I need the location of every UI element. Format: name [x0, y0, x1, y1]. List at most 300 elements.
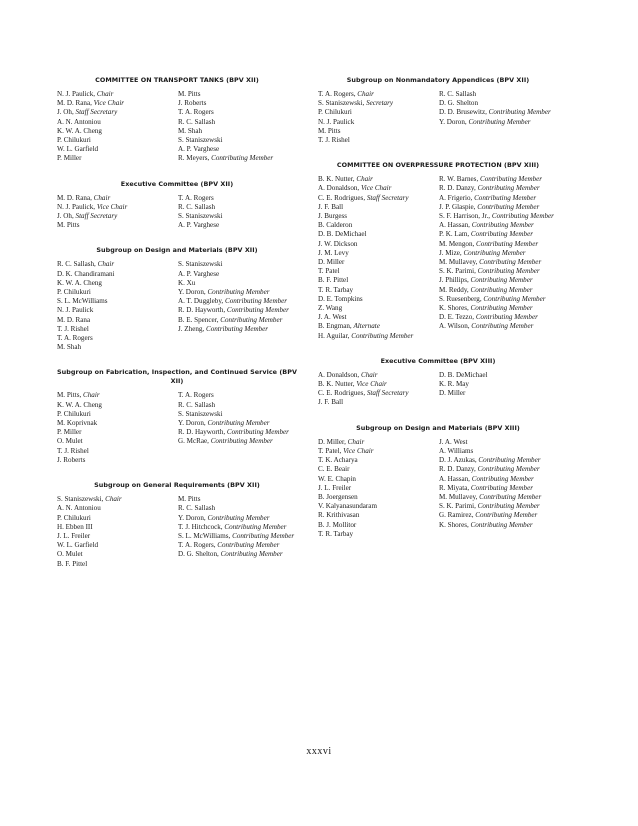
member-column: [437, 90, 558, 145]
member-entry: [178, 90, 297, 99]
member-name: R. D. Danzy,: [439, 184, 478, 193]
member-list: [57, 90, 297, 164]
member-entry: [178, 270, 297, 279]
member-name: D. K. Chandiramani: [57, 269, 115, 278]
member-list: [57, 260, 297, 352]
member-entry: [318, 286, 437, 295]
committee-section-subgroup-on-design-and-materials-bpv-xii: [57, 246, 297, 352]
member-role: Contributing Member: [483, 294, 546, 303]
member-name: B. K. Nutter,: [318, 175, 357, 184]
member-list: [318, 371, 558, 408]
member-name: B. Engman,: [318, 322, 354, 331]
section-title: Subgroup on Fabrication, Inspection, and Continued Service (BPV XII): [57, 368, 297, 386]
member-role: Contributing Member: [480, 175, 543, 184]
section-title: Subgroup on Nonmandatory Appendices (BPV XII): [346, 76, 530, 84]
member-entry: [439, 203, 558, 212]
member-entry: [178, 297, 297, 306]
member-name: G. Ramirez,: [439, 511, 476, 520]
member-entry: [57, 325, 176, 334]
member-entry: [318, 249, 437, 258]
member-role: Vice Chair: [356, 380, 387, 389]
member-role: Contributing Member: [232, 531, 295, 540]
member-column: [176, 90, 297, 164]
member-name: T. A. Rogers: [178, 108, 214, 117]
member-entry: [178, 136, 297, 145]
member-role: Chair: [356, 175, 373, 184]
member-name: T. A. Rogers: [178, 391, 214, 400]
member-entry: [57, 260, 176, 269]
member-entry: [178, 428, 297, 437]
member-role: Contributing Member: [475, 511, 538, 520]
member-name: M. D. Rana,: [57, 193, 94, 202]
member-entry: [178, 154, 297, 163]
member-name: M. Mengon,: [439, 239, 477, 248]
committee-section-committee-on-overpressure-protection-bpv-xiii: [318, 161, 558, 341]
member-name: A. N. Antoniou: [57, 117, 101, 126]
member-entry: [57, 560, 176, 569]
member-name: J. F. Ball: [318, 398, 344, 407]
member-name: T. A. Rogers,: [318, 90, 358, 98]
member-name: M. Koprivnak: [57, 419, 98, 428]
section-title: COMMITTEE ON TRANSPORT TANKS (BPV XII): [95, 76, 259, 84]
member-entry: [178, 194, 297, 203]
member-entry: [318, 136, 437, 145]
member-name: J. Burgess: [318, 212, 348, 221]
member-role: Contributing Member: [479, 258, 542, 267]
member-role: Contributing Member: [477, 202, 540, 211]
member-role: Staff Secretary: [366, 193, 409, 202]
member-name: D. Miller: [439, 389, 466, 398]
member-entry: [439, 212, 558, 221]
member-name: M. Mullavey,: [439, 258, 480, 267]
member-entry: [178, 127, 297, 136]
member-entry: [318, 484, 437, 493]
member-name: P. Chilukuri: [57, 136, 91, 145]
member-column: [57, 90, 176, 164]
member-name: G. McRae,: [178, 437, 211, 446]
member-role: Contributing Member: [207, 513, 270, 522]
member-name: B. Joergensen: [318, 492, 358, 501]
member-role: Contributing Member: [477, 465, 540, 474]
member-name: A. Frigerio,: [439, 193, 475, 202]
member-name: T. A. Rogers: [57, 334, 93, 343]
member-entry: [178, 279, 297, 288]
member-name: A. Hassan,: [439, 474, 472, 483]
member-entry: [57, 504, 176, 513]
member-name: D. B. DeMichael: [439, 370, 488, 379]
member-entry: [57, 419, 176, 428]
member-entry: [439, 511, 558, 520]
member-entry: [318, 221, 437, 230]
committee-section-subgroup-on-fabrication-inspection-and-continued-service-bpv-xii: [57, 368, 297, 465]
member-role: Contributing Member: [491, 212, 554, 221]
member-name: J. Mize,: [439, 248, 464, 257]
member-name: D. G. Shelton,: [178, 550, 221, 559]
member-name: W. E. Chapin: [318, 474, 356, 483]
member-role: Chair: [360, 370, 378, 379]
member-name: Y. Doron,: [178, 419, 208, 428]
member-entry: [57, 288, 176, 297]
member-name: S. Staniszewski,: [57, 495, 106, 504]
member-entry: [439, 389, 558, 398]
member-entry: [57, 410, 176, 419]
section-title: Executive Committee (BPV XII): [120, 179, 234, 188]
member-name: A. N. Antoniou: [57, 504, 101, 513]
member-name: H. Aguilar,: [318, 331, 352, 340]
member-name: M. D. Rana: [57, 315, 91, 324]
member-role: Contributing Member: [226, 428, 289, 437]
member-entry: [57, 523, 176, 532]
member-list: [57, 391, 297, 465]
member-entry: [318, 240, 437, 249]
member-name: K. Xu: [178, 278, 196, 287]
member-name: A. Donaldson,: [318, 184, 361, 193]
member-role: Chair: [347, 437, 365, 446]
member-column: [57, 260, 176, 352]
member-name: S. Staniszewski: [178, 260, 223, 269]
member-name: K. Shores,: [439, 304, 471, 313]
member-column: [437, 438, 558, 539]
member-entry: [439, 175, 558, 184]
section-title: Subgroup on Design and Materials (BPV XIII): [356, 423, 520, 432]
member-role: Chair: [93, 193, 111, 202]
member-name: T. R. Tarbay: [318, 529, 354, 538]
committee-section-subgroup-on-nonmandatory-appendices-bpv-xii: [318, 76, 558, 145]
member-role: Alternate: [353, 322, 380, 331]
member-entry: [318, 184, 437, 193]
member-role: Vice Chair: [93, 99, 125, 108]
member-name: J. Phillips,: [439, 276, 471, 285]
member-entry: [318, 521, 437, 530]
member-name: K. W. A. Cheng: [57, 126, 102, 135]
member-name: T. R. Tarbay: [318, 285, 354, 294]
member-name: S. Staniszewski: [178, 136, 223, 145]
member-role: Contributing Member: [470, 276, 533, 285]
member-entry: [57, 118, 176, 127]
member-entry: [439, 184, 558, 193]
member-name: B. F. Pittel: [57, 559, 88, 568]
member-name: A. T. Duggleby,: [178, 297, 225, 306]
member-name: K. Shores,: [439, 520, 471, 529]
member-name: D. Miller: [318, 258, 345, 267]
member-entry: [178, 203, 297, 212]
member-role: Contributing Member: [207, 419, 270, 428]
member-entry: [57, 428, 176, 437]
member-entry: [439, 295, 558, 304]
member-role: Staff Secretary: [75, 212, 118, 221]
member-entry: [178, 221, 297, 230]
member-name: S. Staniszewski,: [318, 99, 367, 108]
member-column: [437, 371, 558, 408]
member-entry: [178, 495, 297, 504]
member-role: Contributing Member: [220, 550, 283, 559]
member-name: P. Chilukuri: [318, 108, 352, 117]
member-name: Y. Doron,: [439, 117, 469, 126]
member-role: Contributing Member: [488, 108, 551, 117]
member-role: Contributing Member: [470, 230, 533, 239]
member-name: A. Donaldson,: [318, 370, 361, 379]
member-name: T. A. Rogers,: [178, 541, 218, 550]
member-entry: [439, 465, 558, 474]
member-column: [318, 438, 437, 539]
member-name: R. D. Hayworth,: [178, 428, 227, 437]
member-entry: [439, 108, 558, 117]
member-name: Y. Doron,: [178, 513, 208, 522]
member-name: T. J. Rishel: [57, 446, 89, 455]
member-name: S. K. Parimi,: [439, 267, 478, 276]
member-entry: [178, 504, 297, 513]
member-entry: [318, 118, 437, 127]
member-name: R. W. Barnes,: [439, 175, 480, 184]
committee-section-executive-committee-bpv-xii: [57, 180, 297, 231]
member-entry: [178, 550, 297, 559]
member-entry: [439, 475, 558, 484]
member-name: S. Staniszewski: [178, 409, 223, 418]
member-role: Contributing Member: [470, 285, 533, 294]
member-entry: [57, 456, 176, 465]
member-name: M. Shah: [178, 126, 203, 135]
member-name: B. E. Spencer,: [178, 315, 221, 324]
committee-section-executive-committee-bpv-xiii: [318, 357, 558, 408]
member-name: A. P. Varghese: [178, 269, 220, 278]
member-name: C. E. Beair: [318, 465, 350, 474]
member-name: R. C. Sallash: [178, 117, 216, 126]
member-name: R. C. Sallash: [178, 202, 216, 211]
member-entry: [57, 306, 176, 315]
member-name: O. Mulet: [57, 437, 83, 446]
member-entry: [318, 502, 437, 511]
member-role: Contributing Member: [351, 331, 414, 340]
member-column: [57, 495, 176, 569]
member-entry: [318, 530, 437, 539]
member-name: D. Miller,: [318, 437, 348, 446]
member-entry: [439, 322, 558, 331]
member-name: R. Krithivasan: [318, 511, 360, 520]
member-name: S. L. McWilliams: [57, 297, 108, 306]
member-entry: [178, 316, 297, 325]
member-name: A. Williams: [439, 446, 474, 455]
member-entry: [439, 267, 558, 276]
member-role: Contributing Member: [207, 288, 270, 297]
member-entry: [57, 391, 176, 400]
member-role: Contributing Member: [226, 306, 289, 315]
member-column: [176, 260, 297, 352]
member-name: R. C. Sallash: [178, 400, 216, 409]
member-entry: [57, 90, 176, 99]
member-name: K. W. A. Cheng: [57, 278, 102, 287]
member-entry: [318, 230, 437, 239]
member-name: M. Reddy,: [439, 285, 471, 294]
member-role: Contributing Member: [477, 502, 540, 511]
member-role: Contributing Member: [471, 322, 534, 331]
member-name: M. Pitts: [178, 90, 201, 98]
member-name: T. Patel: [318, 267, 340, 276]
member-role: Contributing Member: [210, 437, 273, 446]
member-role: Chair: [96, 90, 114, 98]
member-name: S. F. Harrison, Jr.,: [439, 212, 492, 221]
member-entry: [57, 334, 176, 343]
member-name: S. Ruesenberg,: [439, 294, 484, 303]
member-entry: [57, 279, 176, 288]
member-entry: [318, 127, 437, 136]
member-entry: [318, 212, 437, 221]
member-role: Contributing Member: [468, 117, 531, 126]
member-entry: [439, 456, 558, 465]
member-list: [57, 194, 297, 231]
member-name: J. Roberts: [57, 455, 86, 464]
member-entry: [57, 108, 176, 117]
member-entry: [57, 194, 176, 203]
member-role: Contributing Member: [224, 522, 287, 531]
member-role: Contributing Member: [478, 456, 541, 465]
member-name: M. Pitts: [57, 221, 80, 230]
member-name: P. Chilukuri: [57, 409, 91, 418]
member-column: [318, 175, 437, 341]
member-name: Z. Wang: [318, 304, 343, 313]
member-name: Y. Doron,: [178, 288, 208, 297]
member-name: J. W. Dickson: [318, 239, 358, 248]
member-entry: [57, 495, 176, 504]
member-entry: [318, 258, 437, 267]
member-role: Vice Chair: [96, 202, 128, 211]
section-title: Subgroup on General Requirements (BPV XII): [94, 481, 260, 490]
member-entry: [178, 145, 297, 154]
member-name: M. Pitts,: [57, 391, 84, 400]
committee-section-committee-on-transport-tanks-bpv-xii: [57, 76, 297, 164]
member-entry: [439, 493, 558, 502]
member-name: B. Calderon: [318, 221, 353, 230]
member-role: Vice Chair: [360, 184, 392, 193]
member-name: R. C. Sallash: [439, 90, 477, 98]
member-entry: [178, 437, 297, 446]
member-name: T. Patel,: [318, 446, 344, 455]
member-entry: [57, 541, 176, 550]
member-entry: [318, 380, 437, 389]
member-entry: [178, 260, 297, 269]
member-name: N. J. Paulick,: [57, 202, 97, 211]
member-list: [57, 495, 297, 569]
member-entry: [178, 523, 297, 532]
member-role: Contributing Member: [470, 304, 533, 313]
member-name: T. J. Hitchcock,: [178, 522, 225, 531]
member-name: J. L. Freiler: [57, 531, 91, 540]
member-column: [437, 175, 558, 341]
member-name: D. J. Azukas,: [439, 456, 479, 465]
member-name: M. Pitts: [318, 126, 341, 135]
member-name: T. J. Rishel: [57, 324, 89, 333]
member-entry: [318, 447, 437, 456]
member-entry: [318, 108, 437, 117]
member-entry: [439, 447, 558, 456]
member-entry: [178, 419, 297, 428]
page-number: xxxvi: [306, 746, 332, 757]
member-column: [176, 194, 297, 231]
member-entry: [318, 276, 437, 285]
member-name: P. Chilukuri: [57, 513, 91, 522]
member-entry: [439, 99, 558, 108]
member-entry: [318, 194, 437, 203]
member-entry: [318, 99, 437, 108]
member-entry: [178, 401, 297, 410]
member-entry: [57, 532, 176, 541]
member-entry: [318, 322, 437, 331]
member-name: J. A. West: [318, 313, 347, 322]
member-entry: [178, 410, 297, 419]
member-name: M. D. Rana,: [57, 99, 94, 108]
member-entry: [318, 493, 437, 502]
member-name: O. Mulet: [57, 550, 83, 559]
member-entry: [439, 249, 558, 258]
member-role: Chair: [97, 260, 115, 269]
member-entry: [57, 316, 176, 325]
member-role: Contributing Member: [474, 193, 537, 202]
member-name: C. E. Rodrigues,: [318, 389, 367, 398]
member-entry: [439, 380, 558, 389]
section-title: COMMITTEE ON OVERPRESSURE PROTECTION (BPV XIII): [336, 161, 540, 170]
member-entry: [57, 550, 176, 559]
member-entry: [439, 194, 558, 203]
member-name: N. J. Paulick: [318, 117, 355, 126]
member-role: Contributing Member: [470, 483, 533, 492]
member-entry: [57, 127, 176, 136]
member-entry: [439, 521, 558, 530]
member-role: Chair: [105, 495, 122, 504]
member-name: H. Ebben III: [57, 522, 93, 531]
member-column: [57, 194, 176, 231]
right-column: [318, 76, 558, 555]
member-name: R. Meyers,: [178, 154, 212, 163]
member-entry: [439, 484, 558, 493]
member-role: Contributing Member: [471, 221, 534, 230]
member-role: Contributing Member: [477, 184, 540, 193]
member-name: K. R. May: [439, 380, 469, 389]
member-entry: [318, 465, 437, 474]
member-name: P. K. Lam,: [439, 230, 471, 239]
committee-section-subgroup-on-general-requirements-bpv-xii: [57, 481, 297, 569]
member-name: M. Pitts: [178, 495, 201, 504]
member-column: [176, 391, 297, 465]
member-entry: [439, 230, 558, 239]
member-role: Contributing Member: [211, 154, 274, 163]
member-entry: [318, 438, 437, 447]
member-entry: [318, 398, 437, 407]
member-entry: [57, 297, 176, 306]
member-name: A. P. Varghese: [178, 221, 220, 230]
member-role: Contributing Member: [205, 324, 269, 333]
member-name: A. Hassan,: [439, 221, 472, 230]
member-name: J. F. Ball: [318, 202, 344, 211]
member-entry: [439, 90, 558, 99]
member-entry: [318, 475, 437, 484]
member-name: P. Miller: [57, 154, 82, 163]
member-name: M. Shah: [57, 343, 82, 352]
member-name: B. F. Pittel: [318, 276, 349, 285]
member-list: [318, 90, 558, 145]
member-entry: [439, 313, 558, 322]
member-name: S. K. Parimi,: [439, 502, 478, 511]
member-name: N. J. Paulick: [57, 306, 94, 315]
member-name: N. J. Paulick,: [57, 90, 97, 98]
member-entry: [318, 203, 437, 212]
member-entry: [57, 136, 176, 145]
member-role: Contributing Member: [479, 492, 542, 501]
committee-section-subgroup-on-design-and-materials-bpv-xiii: [318, 424, 558, 539]
member-name: K. W. A. Cheng: [57, 400, 102, 409]
member-entry: [178, 99, 297, 108]
member-column: [318, 371, 437, 408]
member-column: [57, 391, 176, 465]
member-name: T. A. Rogers: [178, 193, 214, 202]
